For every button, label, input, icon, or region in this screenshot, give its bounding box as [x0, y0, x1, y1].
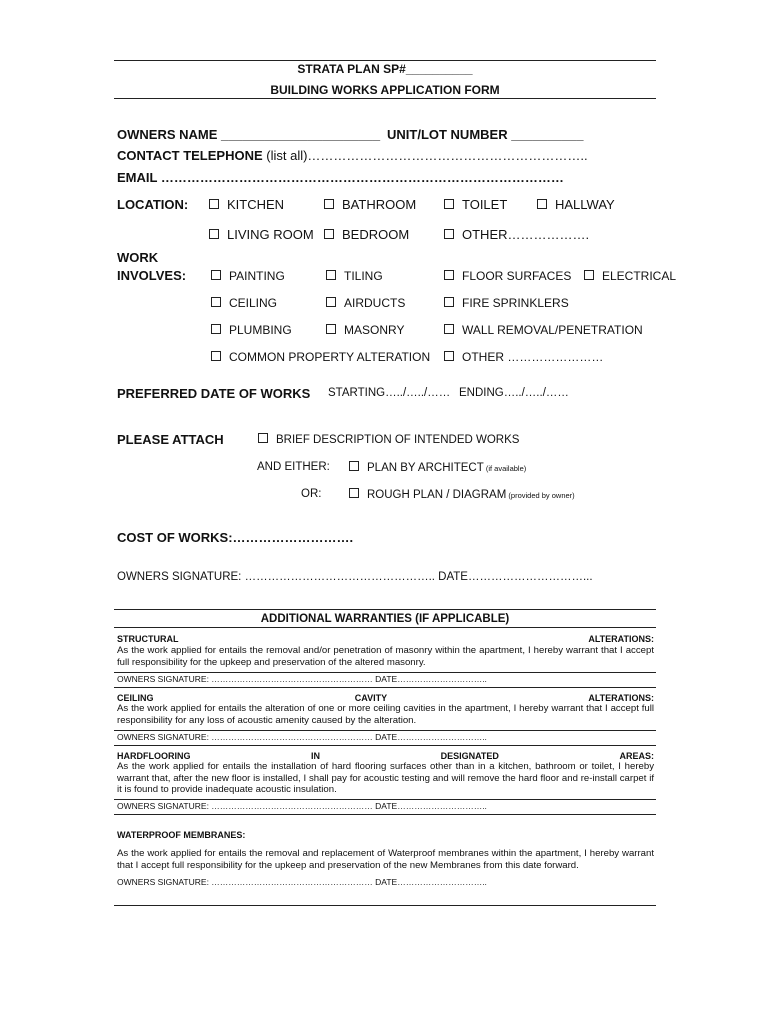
checkbox-icon[interactable]: [211, 351, 221, 361]
location-label: LOCATION:: [117, 197, 189, 212]
work-option-tiling[interactable]: TILING: [326, 269, 383, 283]
checkbox-icon[interactable]: [444, 297, 454, 307]
warranties-title: ADDITIONAL WARRANTIES (IF APPLICABLE): [260, 613, 510, 625]
checkbox-icon[interactable]: [326, 324, 336, 334]
work-option-plumbing[interactable]: PLUMBING: [211, 323, 292, 337]
location-option-hallway[interactable]: HALLWAY: [537, 197, 615, 212]
ceiling-signature[interactable]: OWNERS SIGNATURE: ………………………………………………… DATE…………………………..: [117, 732, 487, 742]
ceiling-text: As the work applied for entails the alteration of one or more ceiling cavities in the apartment, I hereby warrant that I accept full responsibility for any loss of acoustic amenity caused by the alteration.: [117, 703, 654, 726]
form-title: BUILDING WORKS APPLICATION FORM: [270, 83, 500, 97]
cost-of-works-field[interactable]: COST OF WORKS:……………………….: [117, 530, 354, 545]
work-label-line1: WORK: [117, 250, 159, 265]
structural-sig-rule: [114, 672, 656, 673]
warranties-bottom-rule: [114, 627, 656, 628]
checkbox-icon[interactable]: [326, 297, 336, 307]
checkbox-icon[interactable]: [584, 270, 594, 280]
attach-brief-description[interactable]: BRIEF DESCRIPTION OF INTENDED WORKS: [258, 433, 519, 446]
work-option-floor-surfaces[interactable]: FLOOR SURFACES: [444, 269, 571, 283]
attach-plan-by-architect[interactable]: PLAN BY ARCHITECT (if available): [349, 461, 526, 474]
header-bottom-rule: [114, 98, 656, 99]
work-option-other[interactable]: OTHER ……………………: [444, 350, 603, 364]
ceiling-heading: CEILING CAVITY ALTERATIONS:: [117, 693, 654, 703]
location-option-living-room[interactable]: LIVING ROOM: [209, 227, 314, 242]
work-option-wall-removal[interactable]: WALL REMOVAL/PENETRATION: [444, 323, 643, 337]
checkbox-icon[interactable]: [444, 270, 454, 280]
location-option-bathroom[interactable]: BATHROOM: [324, 197, 416, 212]
please-attach-label: PLEASE ATTACH: [117, 432, 224, 447]
location-option-toilet[interactable]: TOILET: [444, 197, 507, 212]
location-option-kitchen[interactable]: KITCHEN: [209, 197, 284, 212]
checkbox-icon[interactable]: [326, 270, 336, 280]
ceiling-sig-rule: [114, 730, 656, 731]
checkbox-icon[interactable]: [324, 229, 334, 239]
attach-rough-plan[interactable]: ROUGH PLAN / DIAGRAM (provided by owner): [349, 488, 575, 501]
checkbox-icon[interactable]: [211, 324, 221, 334]
work-option-fire-sprinklers[interactable]: FIRE SPRINKLERS: [444, 296, 569, 310]
preferred-date-label: PREFERRED DATE OF WORKS: [117, 386, 311, 401]
header-top-rule: [114, 60, 656, 61]
structural-heading: STRUCTURAL ALTERATIONS:: [117, 634, 654, 644]
contact-telephone-hint: (list all)………………………………………………………..: [262, 148, 588, 163]
ending-date-field[interactable]: ENDING…../…../……: [459, 387, 569, 399]
work-option-common-property[interactable]: COMMON PROPERTY ALTERATION: [211, 350, 430, 364]
footer-rule: [114, 905, 656, 906]
waterproof-signature[interactable]: OWNERS SIGNATURE: ………………………………………………… DATE…………………………..: [117, 877, 487, 887]
owners-signature-line[interactable]: OWNERS SIGNATURE: ………………………………………….. DATE…………………………...: [117, 571, 593, 583]
work-option-ceiling[interactable]: CEILING: [211, 296, 277, 310]
hardflooring-signature[interactable]: OWNERS SIGNATURE: ………………………………………………… DATE…………………………..: [117, 801, 487, 811]
checkbox-icon[interactable]: [444, 324, 454, 334]
checkbox-icon[interactable]: [209, 229, 219, 239]
work-option-electrical[interactable]: ELECTRICAL: [584, 269, 676, 283]
email-field[interactable]: EMAIL …………………………………………………………………………………: [117, 170, 564, 185]
hardflooring-text: As the work applied for entails the installation of hard flooring surfaces other than in a kitchen, bathroom or toilet, I hereby warrant that, after the new floor is installed, I shall pay for acoustic testing and will remove the hard floor and re-install carpet if it is found to provide inadequate acoustic insulation.: [117, 761, 654, 795]
strata-plan-title: STRATA PLAN SP#__________: [297, 62, 473, 76]
waterproof-text: As the work applied for entails the removal and replacement of Waterproof membranes within the apartment, I hereby warrant that I accept full responsibility for the upkeep and preservation of the new Membranes from this date forward.: [117, 848, 654, 871]
structural-signature[interactable]: OWNERS SIGNATURE: ………………………………………………… DATE…………………………..: [117, 674, 487, 684]
checkbox-icon[interactable]: [444, 351, 454, 361]
and-either-label: AND EITHER:: [257, 461, 330, 473]
work-option-airducts[interactable]: AIRDUCTS: [326, 296, 405, 310]
hardflooring-sig-rule: [114, 799, 656, 800]
checkbox-icon[interactable]: [537, 199, 547, 209]
checkbox-icon[interactable]: [211, 270, 221, 280]
checkbox-icon[interactable]: [209, 199, 219, 209]
structural-text: As the work applied for entails the removal and/or penetration of masonry within the apartment, I hereby warrant that I accept full responsibility for the upkeep and preservation of the altered masonry.: [117, 645, 654, 668]
checkbox-icon[interactable]: [349, 461, 359, 471]
hardflooring-end-rule: [114, 814, 656, 815]
work-option-painting[interactable]: PAINTING: [211, 269, 285, 283]
checkbox-icon[interactable]: [211, 297, 221, 307]
checkbox-icon[interactable]: [324, 199, 334, 209]
waterproof-heading: WATERPROOF MEMBRANES:: [117, 830, 246, 840]
contact-telephone-field[interactable]: [117, 148, 588, 163]
or-label: OR:: [301, 488, 322, 500]
owners-name-field[interactable]: OWNERS NAME ______________________: [117, 127, 381, 142]
checkbox-icon[interactable]: [258, 433, 268, 443]
structural-end-rule: [114, 687, 656, 688]
checkbox-icon[interactable]: [444, 229, 454, 239]
unit-lot-field[interactable]: UNIT/LOT NUMBER __________: [387, 127, 584, 142]
location-option-bedroom[interactable]: BEDROOM: [324, 227, 409, 242]
location-option-other[interactable]: OTHER……………….: [444, 227, 589, 242]
work-label-line2: INVOLVES:: [117, 268, 187, 283]
starting-date-field[interactable]: STARTING…../…../……: [328, 387, 451, 399]
checkbox-icon[interactable]: [444, 199, 454, 209]
work-option-masonry[interactable]: MASONRY: [326, 323, 404, 337]
ceiling-end-rule: [114, 745, 656, 746]
checkbox-icon[interactable]: [349, 488, 359, 498]
contact-telephone-label: CONTACT TELEPHONE: [117, 148, 263, 163]
warranties-top-rule: [114, 609, 656, 610]
hardflooring-heading: HARDFLOORING IN DESIGNATED AREAS:: [117, 751, 654, 761]
